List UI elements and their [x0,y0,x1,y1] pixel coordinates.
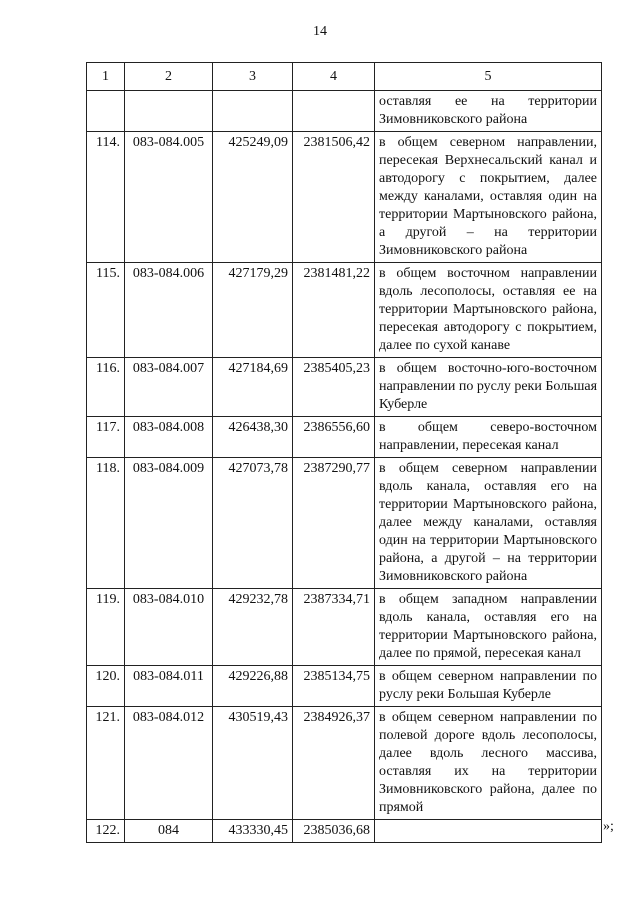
table-row [87,417,602,458]
table-row [87,132,602,263]
point-number: 117. [87,417,125,458]
boundary-coordinates-table [86,62,602,843]
column-header: 3 [213,63,293,91]
point-code: 083-084.007 [125,358,213,417]
coordinate-x: 427073,78 [213,458,293,589]
table-header-row [87,63,602,91]
point-number: 120. [87,666,125,707]
coordinate-y [293,91,375,132]
point-code: 083-084.008 [125,417,213,458]
boundary-description: оставляя ее на территории Зимовниковского района [375,91,602,132]
coordinate-y: 2386556,60 [293,417,375,458]
point-code [125,91,213,132]
point-number: 118. [87,458,125,589]
coordinate-y: 2384926,37 [293,707,375,820]
boundary-description: в общем северном направлении по полевой дороге вдоль лесополосы, далее вдоль лесного массива, оставляя их на территории Зимовниковского района, далее по прямой [375,707,602,820]
point-code: 083-084.010 [125,589,213,666]
column-header: 2 [125,63,213,91]
boundary-description: в общем западном направлении вдоль канала, оставляя его на территории Мартыновского района, далее по прямой, пересекая канал [375,589,602,666]
boundary-description: в общем северном направлении по руслу реки Большая Куберле [375,666,602,707]
point-number: 115. [87,263,125,358]
table-row [87,458,602,589]
column-header: 4 [293,63,375,91]
coordinate-y: 2385036,68 [293,820,375,843]
table-row [87,666,602,707]
boundary-description: в общем северо-восточном направлении, пересекая канал [375,417,602,458]
point-code: 083-084.006 [125,263,213,358]
table-row [87,707,602,820]
boundary-description: в общем северном направлении вдоль канала, оставляя его на территории Мартыновского района, далее между каналами, оставляя один на территории Мартыновского района, а другой – на территории Зимовниковского района [375,458,602,589]
point-code: 083-084.005 [125,132,213,263]
point-number: 116. [87,358,125,417]
point-number: 119. [87,589,125,666]
point-number: 122. [87,820,125,843]
coordinate-y: 2385134,75 [293,666,375,707]
boundary-description: в общем восточно-юго-восточном направлении по руслу реки Большая Куберле [375,358,602,417]
closing-quote-mark: »; [603,819,614,834]
table-row [87,589,602,666]
coordinate-y: 2385405,23 [293,358,375,417]
point-code: 083-084.011 [125,666,213,707]
boundary-description: в общем северном направлении, пересекая Верхнесальский канал и автодорогу с покрытием, далее между каналами, оставляя один на территории Мартыновского района, а другой – на территории Зимовниковского района [375,132,602,263]
coordinate-x: 429226,88 [213,666,293,707]
coordinate-x: 429232,78 [213,589,293,666]
coordinate-y: 2381481,22 [293,263,375,358]
point-number [87,91,125,132]
table-row [87,91,602,132]
coordinate-x [213,91,293,132]
point-code: 083-084.012 [125,707,213,820]
coordinate-x: 426438,30 [213,417,293,458]
point-number: 121. [87,707,125,820]
point-code: 083-084.009 [125,458,213,589]
point-number: 114. [87,132,125,263]
coordinate-y: 2387290,77 [293,458,375,589]
coordinate-y: 2387334,71 [293,589,375,666]
coordinate-x: 430519,43 [213,707,293,820]
coordinate-x: 427179,29 [213,263,293,358]
coordinate-x: 427184,69 [213,358,293,417]
coordinate-y: 2381506,42 [293,132,375,263]
page-number: 14 [313,24,327,39]
coordinate-x: 433330,45 [213,820,293,843]
boundary-description [375,820,602,843]
coordinate-x: 425249,09 [213,132,293,263]
column-header: 1 [87,63,125,91]
boundary-description: в общем восточном направлении вдоль лесополосы, оставляя ее на территории Мартыновского района, пересекая автодорогу с покрытием, далее по сухой канаве [375,263,602,358]
table-row [87,358,602,417]
table-row [87,820,602,843]
column-header: 5 [375,63,602,91]
point-code: 084 [125,820,213,843]
table-row [87,263,602,358]
